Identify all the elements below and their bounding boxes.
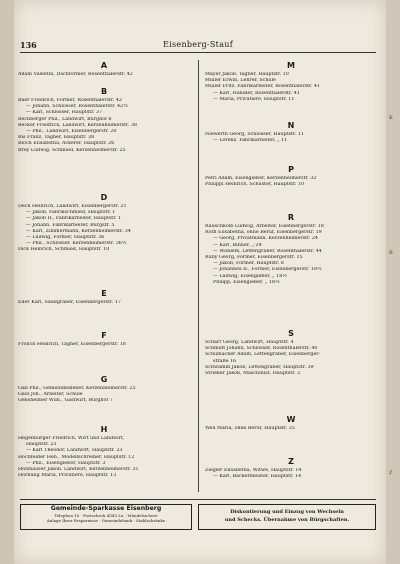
directory-entry: Schmidt Johann, Schlosser, Rosenthalerstr. 40	[205, 346, 318, 352]
directory-entry: Schumacher Adam, Lettengräber, Eisenberger-	[205, 352, 321, 358]
page-header	[20, 40, 376, 53]
section-p	[205, 164, 377, 188]
page-title: Eisenberg-Stauf	[163, 40, 233, 49]
section-letter: B	[100, 87, 108, 96]
section-letter: R	[287, 213, 295, 222]
directory-entry: Roth Elisabetha, ohne Beruf, Eisenbergerstr. 19	[205, 230, 322, 236]
directory-entry: Hornung Maria, Privatiere, Hauptstr. 13	[18, 473, 117, 479]
column-divider	[198, 60, 199, 492]
directory-entry: Bis Franz, Tagner, Hauptstr. 38	[18, 135, 95, 141]
banking-services-advertisement	[198, 504, 376, 530]
directory-entry: Rauschkolb Ludwig, Arbeiter, Eisenbergerstr. 18	[205, 224, 324, 229]
section-r	[205, 212, 377, 286]
directory-entry: Schwamm Jakob, Lettengräber, Hauptstr. 39	[205, 364, 314, 370]
section-f	[18, 330, 190, 348]
directory-entry: — Karl, Binner, „ 24	[213, 242, 262, 248]
directory-entry: — Karl Theodor, Landwirt, Hauptstr. 23	[26, 448, 123, 454]
section-letter: S	[288, 329, 294, 338]
advertisement-line: Diskontierung und Einzug von Wechseln	[230, 509, 344, 515]
section-d	[18, 192, 190, 254]
facing-page-fragment: K	[389, 115, 393, 121]
facing-page-edge	[386, 0, 400, 564]
directory-entry: Dick Heinrich, Schmied, Hauptstr. 10	[18, 247, 110, 253]
directory-entry: Scharr Georg, Landwirt, Hauptstr. 4	[205, 340, 294, 345]
directory-entry: Adam Valentin, Dachformer, Rosenthalerstr. 42	[18, 72, 133, 77]
directory-entry: Bechberger Phil., Landwirt, Burghof 8	[18, 116, 112, 122]
page-gutter-left	[0, 0, 14, 564]
section-a	[18, 60, 190, 78]
facing-page-fragment: R	[389, 250, 393, 256]
directory-entry: Dech Heinrich, Landwirt, Eisenbergerstr. 21	[18, 204, 127, 209]
directory-entry: Hegenburger Friedrich, Wirt und Landwirt,	[18, 436, 125, 441]
section-n	[205, 120, 377, 144]
section-letter: F	[101, 331, 107, 340]
section-g	[18, 374, 190, 405]
page-number: 136	[20, 40, 37, 50]
advertisement-line: und Schecks. Übernahme von Bürgschaften.	[224, 517, 350, 523]
section-b	[18, 86, 190, 154]
section-letter: A	[100, 61, 108, 70]
directory-entry: — Jakob, Fabrikschmied, Hauptstr. 1	[26, 210, 116, 216]
directory-entry: Brey Ludwig, Schmied, Kerzenheimerstr. 25	[18, 147, 126, 153]
document-page	[14, 0, 386, 564]
directory-entry: Strieker Jakob, Maschinist, Hauptstr. 2	[205, 371, 301, 377]
directory-entry: Philippi Heinrich, Schuster, Hauptstr. 10	[205, 182, 305, 188]
directory-entry: Müller Fritz, Fabrikarbeiter, Rosenthalerstr. 41	[205, 84, 320, 90]
page-footer	[20, 499, 376, 532]
section-w	[205, 414, 377, 432]
section-letter: W	[286, 415, 296, 424]
directory-entry: Eder Karl, Sandgräber, Eisenbergerstr. 17	[18, 300, 121, 305]
section-letter: N	[287, 121, 295, 130]
directory-entry: Ziegler Elisabetha, Witwe, Hauptstr. 14	[205, 468, 302, 473]
section-s	[205, 328, 377, 377]
section-m	[205, 60, 377, 103]
section-letter: M	[287, 61, 295, 70]
section-z	[205, 456, 377, 480]
savings-bank-advertisement	[20, 504, 192, 530]
section-letter: P	[288, 165, 294, 174]
directory-entry: — Jakob II., Fabrikarbeiter, Hauptstr. 1	[26, 216, 122, 222]
directory-entry: — Maria, Privatiere, Hauptstr. 11	[213, 96, 295, 102]
directory-entry: Mayer Jakob, Tagner, Hauptstr. 10	[205, 72, 289, 77]
directory-entry: Gaul Joh., Arbeiter, Schule	[18, 392, 83, 398]
directory-entry: — Wilhelm, Lettengräber, Rosenthalerstr. 44	[213, 248, 322, 254]
directory-entry: — Phil., Schlosser, Kerzenheimerstr. 36½	[26, 241, 127, 247]
directory-entry: Gab Phil., Gemeindediener, Kerzenheimerstr. 25	[18, 386, 136, 391]
directory-entry: — Ludwig, Former, Hauptstr. 36	[26, 235, 105, 241]
directory-entry: Niewerth Georg, Schlosser, Hauptstr. 11	[205, 132, 304, 137]
directory-entry: — Lorenz, Fabrikarbeiter, „ 11	[213, 138, 288, 144]
section-h	[18, 424, 190, 479]
directory-entry: — Karl, Händler, Rosenthalerstr. 41	[213, 90, 300, 96]
section-letter: D	[100, 193, 108, 202]
directory-entry: Becker Friedrich, Landwirt, Kerzenheimerstr. 38	[18, 122, 137, 128]
facing-page-fragment: Z	[389, 470, 393, 476]
section-letter: H	[100, 425, 108, 434]
directory-entry: — Johann, Fabrikarbeiter, Burgstr. 5	[26, 222, 115, 228]
section-letter: E	[101, 289, 107, 298]
directory-entry: — Karl, Zimmermann, Kerzenheimerstr. 34	[26, 228, 131, 234]
directory-entry: — Jakob, Former, Hauptstr. 8	[213, 261, 284, 267]
directory-entry: — Phil., Landwirt, Eisenbergerstr. 20	[26, 129, 117, 135]
directory-entry: Holzhäuser Jakob, Landwirt, Kerzenheimerstr. 31	[18, 467, 139, 473]
directory-entry: Philipp, Eisengießer, „ 18½	[213, 279, 280, 285]
directory-entry: — Ludwig, Eisengießer, „ 18½	[213, 273, 287, 279]
directory-entry: Baer Friedrich, Former, Rosenthalerstr. 42	[18, 98, 122, 103]
directory-entry: Ruby Georg, Former, Eisenbergerstr. 15	[205, 255, 303, 261]
directory-entry: straße 16	[213, 358, 237, 364]
directory-entry: — Johannes II., Former, Eisenbergerstr. 18½	[213, 267, 322, 273]
advertisement-line: Telephon 10 · Postscheck 4345 Lu · Mündelsichere	[54, 513, 158, 518]
directory-entry: Hauptstr. 23	[26, 442, 57, 448]
section-letter: Z	[288, 457, 294, 466]
directory-entry: Petri Adam, Eisengießer, Kerzenheimerstr. 32	[205, 176, 317, 181]
section-e	[18, 288, 190, 306]
directory-entry: — Georg, Privatmann, Kerzenheimerstr. 24	[213, 236, 318, 242]
advertisement-title: Gemeinde-Sparkasse Eisenberg	[50, 505, 162, 512]
directory-entry: — Johann, Schlosser, Rosenthalerstr. 42½	[26, 104, 128, 110]
section-letter: G	[100, 375, 108, 384]
directory-entry: Frölich Heinrich, Tagner, Eisenbergerstr. 18	[18, 342, 126, 347]
directory-entry: Gensheimer Wilh., Gastwirt, Burghof 7	[18, 398, 113, 404]
directory-entry: Hochfelder Heh., Modellschreiner, Hauptstr. 12	[18, 454, 135, 460]
directory-entry: Bloch Elisabetha, Ackerer, Hauptstr. 26	[18, 141, 115, 147]
advertisement-line: Anlage Ihrer Ersparnisse · Gemeindebank · Stahlschränke	[46, 518, 166, 523]
directory-entry: — Karl, Bäckermeister, Hauptstr. 14	[213, 474, 302, 480]
directory-entry: — Phil., Eisengießer, Hauptstr. 3	[26, 460, 106, 466]
directory-entry: — Karl, Schlosser, Hauptstr. 37	[26, 110, 103, 116]
directory-entry: Müller Erwin, Lehrer, Schule	[205, 78, 276, 84]
directory-entry: Weil Maria, ohne Beruf, Hauptstr. 35	[205, 426, 295, 431]
